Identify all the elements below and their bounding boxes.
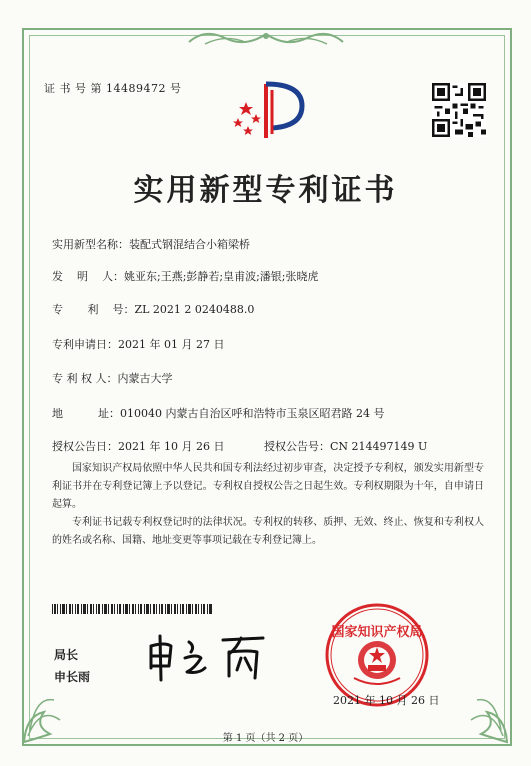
field-label: 专 利 号： [52, 303, 135, 316]
field-row-patent-number [52, 301, 254, 317]
field-label: 授权公告日： [52, 440, 118, 453]
qr-code-icon [432, 83, 486, 137]
signature-icon [145, 628, 275, 683]
field-label: 专利申请日： [52, 338, 118, 351]
top-ornament-icon [185, 26, 347, 48]
field-value: 010040 内蒙古自治区呼和浩特市玉泉区昭君路 24 号 [119, 407, 385, 420]
field-row-patentee [52, 370, 173, 386]
field-row-grant-number [264, 438, 427, 454]
field-label: 发 明 人： [52, 270, 124, 283]
field-row-application-date [52, 336, 224, 352]
field-value: CN 214497149 U [330, 440, 428, 453]
statement-paragraph-1: 国家知识产权局依照中华人民共和国专利法经过初步审查，决定授予专利权，颁发实用新型专利证书并在专利登记簿上予以登记。专利权自授权公告之日起生效。专利权期限为十年，自申请日起算。 [52, 463, 484, 510]
field-label: 专 利 权 人： [52, 372, 118, 385]
field-row-grant-date [52, 438, 224, 454]
signer-name: 申长雨 [54, 670, 91, 684]
field-label: 地 址： [52, 407, 120, 420]
cnipa-logo-icon [232, 76, 308, 146]
barcode-icon [52, 604, 212, 614]
field-row-inventors [52, 268, 319, 284]
statement-paragraph-2: 专利证书记载专利权登记时的法律状况。专利权的转移、质押、无效、终止、恢复和专利权人的姓名或名称、国籍、地址变更等事项记载在专利登记簿上。 [52, 517, 484, 546]
field-value: 装配式钢混结合小箱梁桥 [129, 238, 250, 251]
field-label: 实用新型名称： [52, 238, 129, 251]
seal-date: 2021 年 10 月 26 日 [333, 694, 440, 707]
field-row-address [52, 405, 384, 421]
field-value: 2021 年 01 月 27 日 [118, 338, 225, 351]
signer-title: 局长 [54, 648, 79, 662]
seal-text: 国家知识产权局 [331, 625, 423, 640]
certificate-number: 证 书 号 第 14489472 号 [44, 82, 182, 95]
field-value: 内蒙古大学 [117, 372, 173, 385]
field-label: 授权公告号： [264, 440, 330, 453]
field-row-name [52, 236, 250, 252]
field-value: 2021 年 10 月 26 日 [118, 440, 225, 453]
page-number: 第 1 页（共 2 页） [222, 733, 309, 744]
field-value: ZL 2021 2 0240488.0 [134, 303, 255, 316]
certificate-title: 实用新型专利证书 [133, 173, 398, 208]
field-value: 姚亚东;王燕;彭静若;皇甫波;潘银;张晓虎 [123, 270, 319, 283]
